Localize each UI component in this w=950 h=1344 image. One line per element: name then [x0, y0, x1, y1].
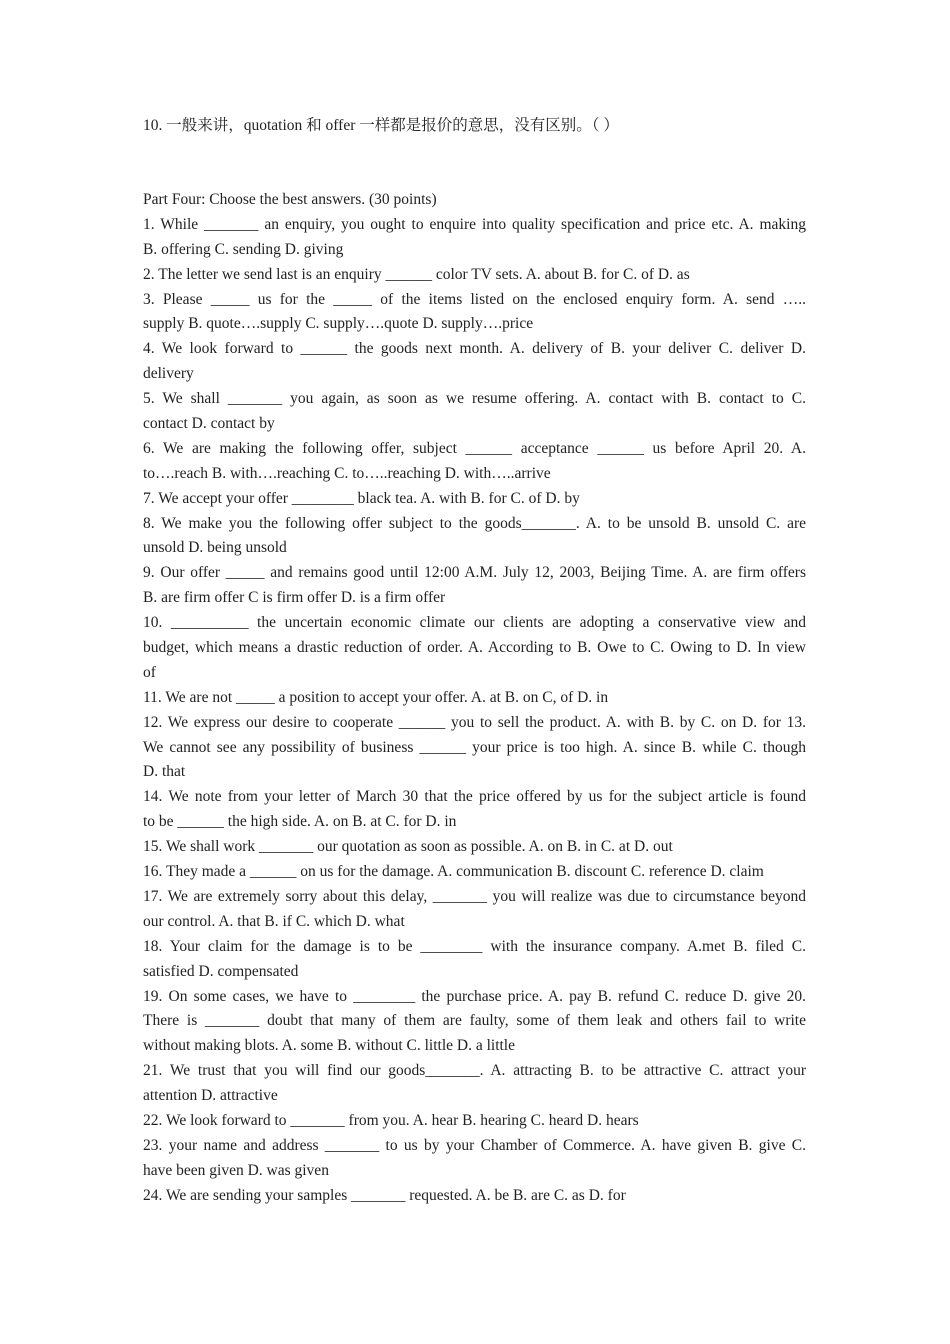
- question-line: 2. The letter we send last is an enquiry ______ color TV sets. A. about B. for C. of D. as: [143, 265, 690, 283]
- question-line: without making blots. A. some B. without C. little D. a little: [143, 1037, 515, 1055]
- question-line: of: [143, 663, 156, 681]
- question-line: 12. We express our desire to cooperate ______ you to sell the product. A. with B. by C. on D. for 13.: [143, 713, 806, 731]
- question-line: B. are firm offer C is firm offer D. is a firm offer: [143, 589, 446, 607]
- question-line: 17. We are extremely sorry about this delay, _______ you will realize was due to circumstance beyond: [143, 887, 806, 905]
- question-line: 5. We shall _______ you again, as soon as we resume offering. A. contact with B. contact to C.: [143, 390, 806, 408]
- question-line: 18. Your claim for the damage is to be ________ with the insurance company. A.met B. filed C.: [143, 937, 806, 955]
- question-line: 19. On some cases, we have to ________ the purchase price. A. pay B. refund C. reduce D. give 20.: [143, 987, 806, 1005]
- question-line: supply B. quote….supply C. supply….quote D. supply….price: [143, 315, 534, 333]
- question-line: to….reach B. with….reaching C. to…..reaching D. with…..arrive: [143, 464, 551, 482]
- question-line: 6. We are making the following offer, subject ______ acceptance ______ us before April 20. A.: [143, 439, 806, 457]
- section-heading: Part Four: Choose the best answers. (30 points): [143, 191, 437, 208]
- question-line: 1. While _______ an enquiry, you ought to enquire into quality specification and price etc. A. making: [143, 215, 806, 233]
- question-line: satisfied D. compensated: [143, 962, 299, 980]
- true-false-question-10: 10. 一般来讲，quotation 和 offer 一样都是报价的意思，没有区别。（ ）: [143, 117, 619, 134]
- question-line: 14. We note from your letter of March 30 that the price offered by us for the subject article is found: [143, 788, 806, 806]
- question-line: 22. We look forward to _______ from you. A. hear B. hearing C. heard D. hears: [143, 1111, 639, 1129]
- question-line: 3. Please _____ us for the _____ of the items listed on the enclosed enquiry form. A. send …..: [143, 290, 806, 308]
- question-line: 9. Our offer _____ and remains good until 12:00 A.M. July 12, 2003, Beijing Time. A. are firm offers: [143, 564, 806, 582]
- question-line: attention D. attractive: [143, 1087, 278, 1105]
- question-line: unsold D. being unsold: [143, 539, 287, 557]
- question-line: have been given D. was given: [143, 1161, 329, 1179]
- question-line: contact D. contact by: [143, 415, 275, 433]
- question-lines: [143, 213, 806, 1209]
- question-line: 8. We make you the following offer subject to the goods_______. A. to be unsold B. unsold C. are: [143, 514, 806, 532]
- question-line: 23. your name and address _______ to us by your Chamber of Commerce. A. have given B. give C.: [143, 1136, 806, 1154]
- question-line: 10. __________ the uncertain economic climate our clients are adopting a conservative view and: [143, 614, 806, 632]
- question-line: There is _______ doubt that many of them are faulty, some of them leak and others fail to write: [143, 1012, 806, 1030]
- question-line: 7. We accept your offer ________ black tea. A. with B. for C. of D. by: [143, 489, 580, 507]
- multiple-choice-section: [143, 188, 806, 1209]
- question-line: 15. We shall work _______ our quotation as soon as possible. A. on B. in C. at D. out: [143, 838, 673, 856]
- question-line: 24. We are sending your samples _______ requested. A. be B. are C. as D. for: [143, 1186, 626, 1204]
- question-line: 16. They made a ______ on us for the damage. A. communication B. discount C. reference D. claim: [143, 863, 764, 881]
- question-line: D. that: [143, 763, 186, 781]
- question-line: 4. We look forward to ______ the goods next month. A. delivery of B. your deliver C. deliver D.: [143, 340, 806, 358]
- question-line: B. offering C. sending D. giving: [143, 240, 344, 258]
- question-line: to be ______ the high side. A. on B. at C. for D. in: [143, 813, 457, 831]
- question-line: delivery: [143, 365, 194, 383]
- question-line: 21. We trust that you will find our goods_______. A. attracting B. to be attractive C. attract your: [143, 1062, 806, 1080]
- question-line: 11. We are not _____ a position to accept your offer. A. at B. on C, of D. in: [143, 688, 609, 706]
- question-line: budget, which means a drastic reduction of order. A. According to B. Owe to C. Owing to D. In view: [143, 639, 806, 657]
- question-line: We cannot see any possibility of business ______ your price is too high. A. since B. while C. though: [143, 738, 806, 756]
- question-line: our control. A. that B. if C. which D. what: [143, 912, 405, 930]
